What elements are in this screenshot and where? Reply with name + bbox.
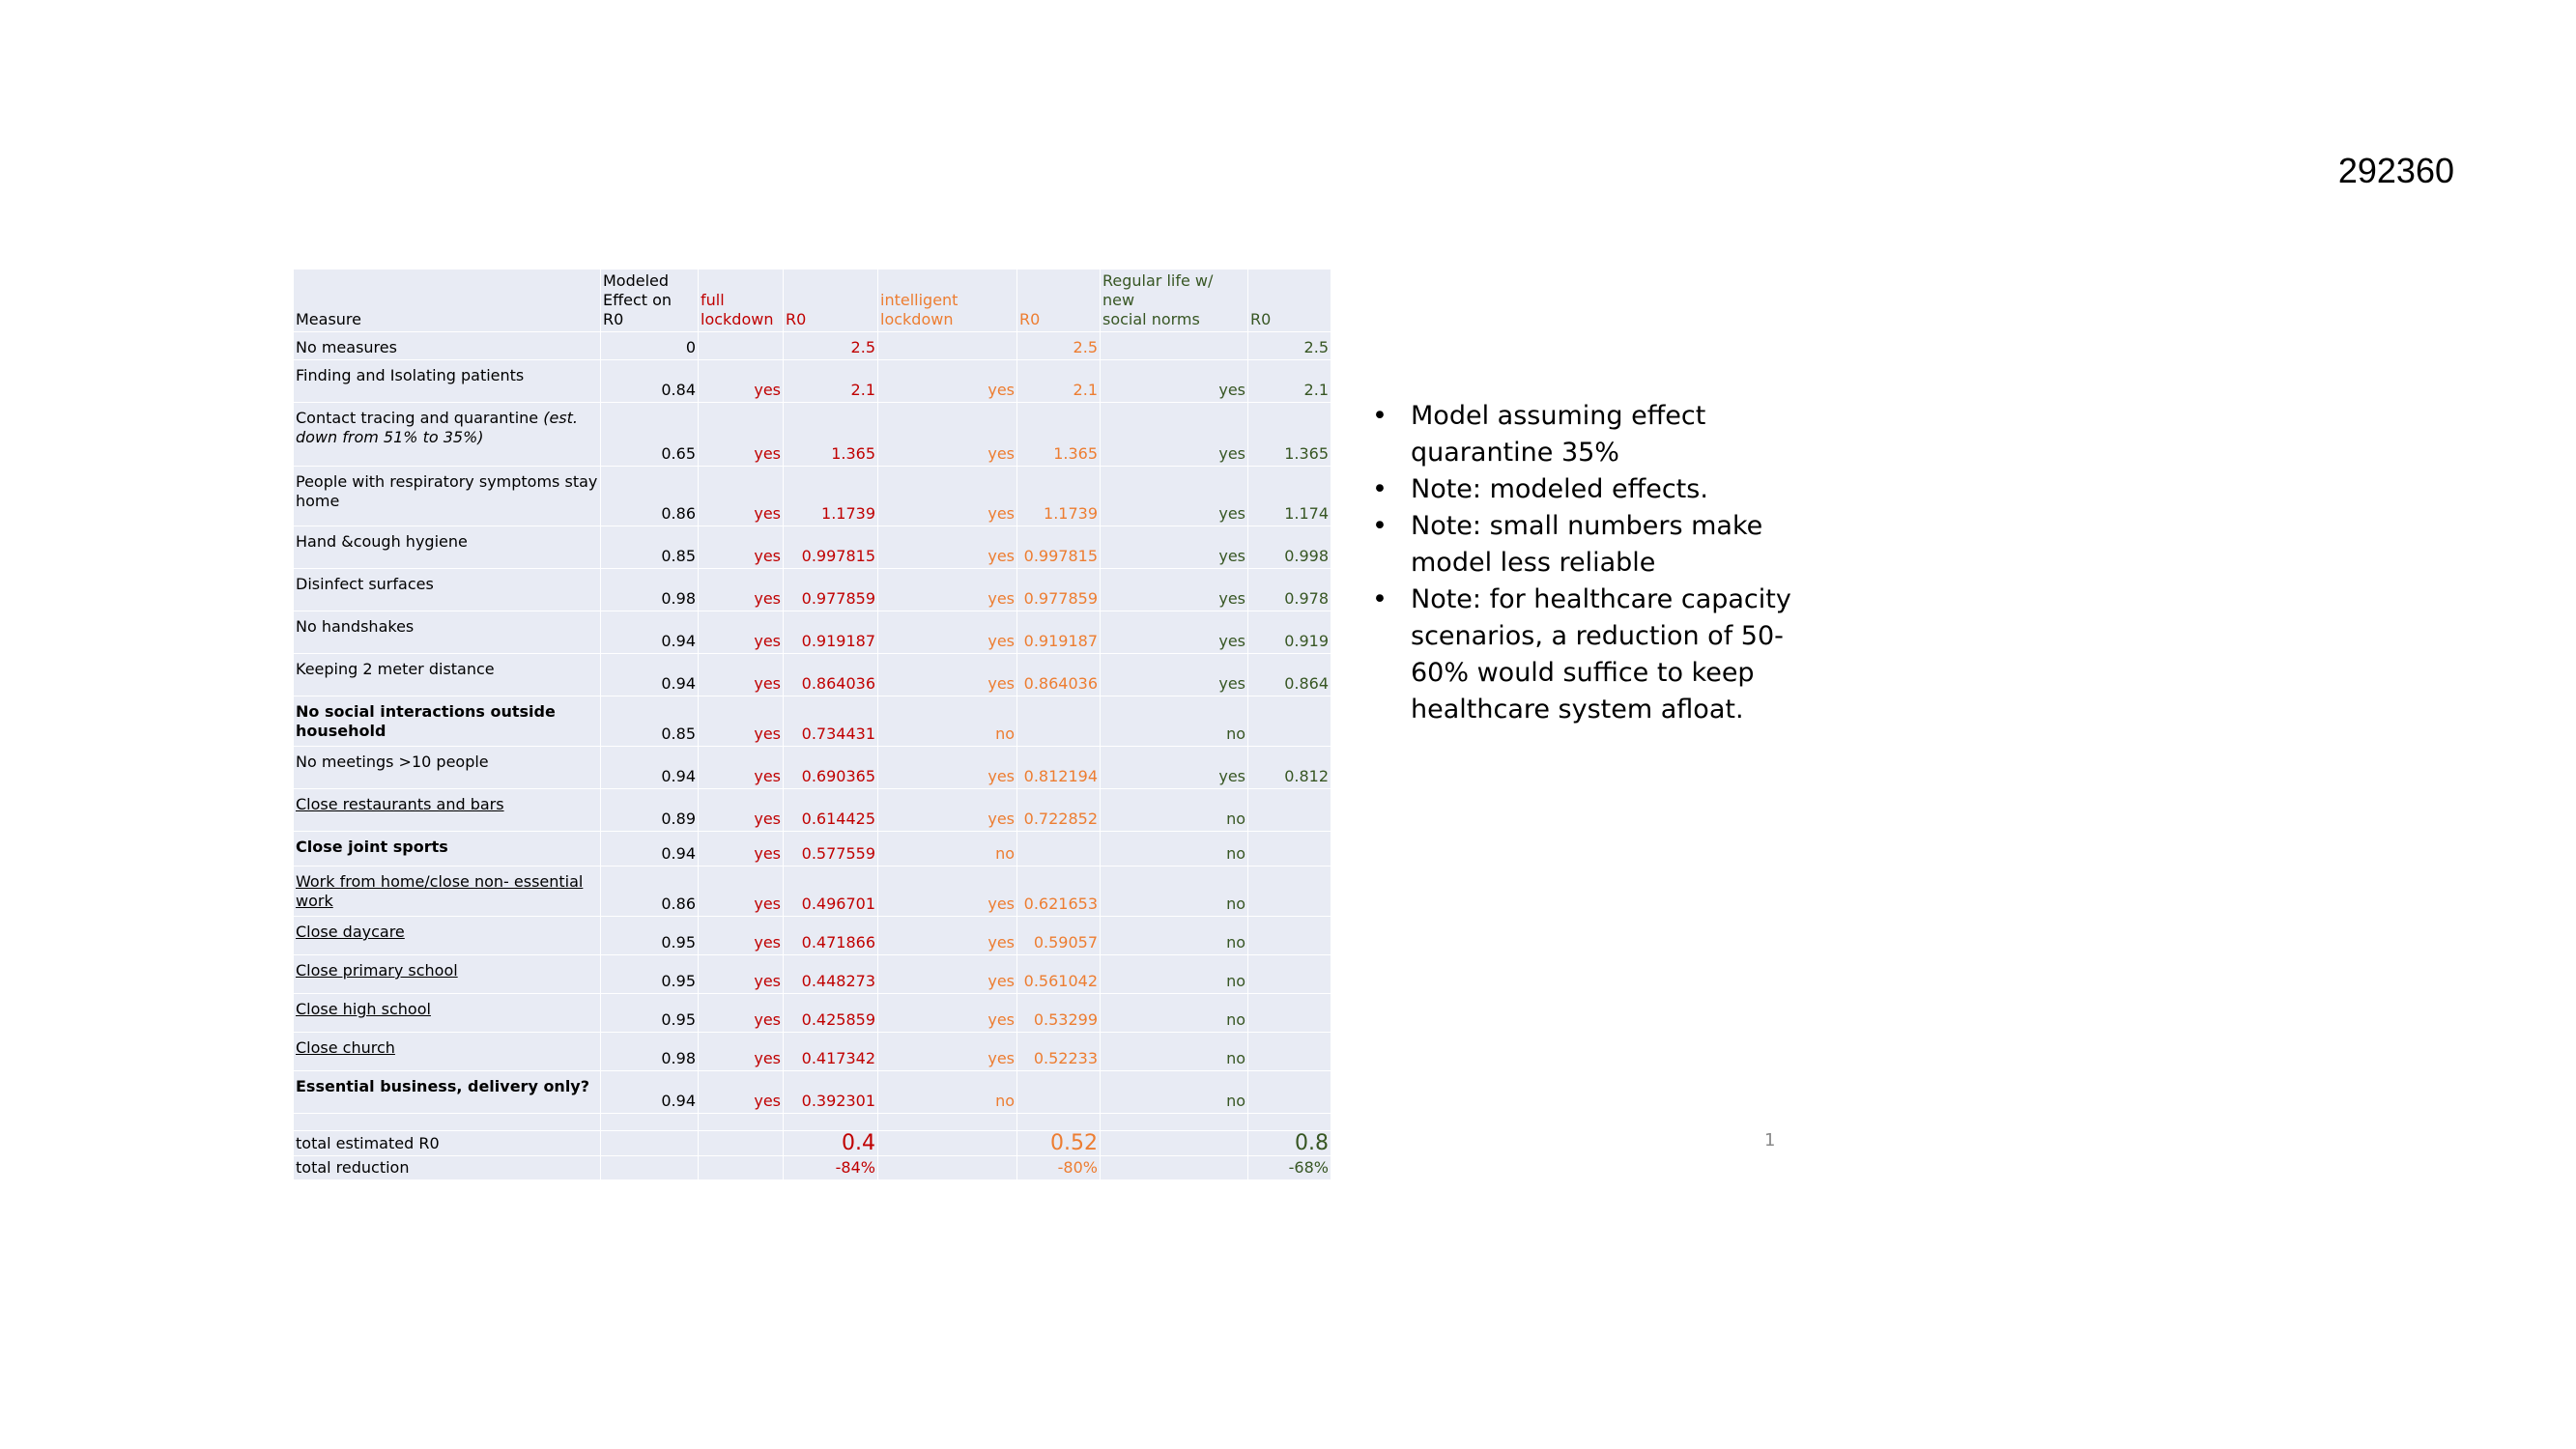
- r0-measures-table: [293, 269, 1331, 1180]
- intelligent-lockdown-cell: yes: [878, 917, 1017, 955]
- full-lockdown-cell: yes: [699, 403, 784, 467]
- regular-life-cell: no: [1101, 1033, 1248, 1071]
- full-r0-cell: 0.919187: [784, 611, 878, 654]
- effect-cell: 0.95: [601, 994, 699, 1033]
- measure-label: Close joint sports: [296, 838, 448, 856]
- table-row: [294, 832, 1331, 867]
- regular-r0-cell: 2.5: [1248, 332, 1331, 360]
- header-full-lockdown: [699, 270, 784, 332]
- header-full-line1: full: [701, 291, 725, 309]
- full-r0-cell: 0.392301: [784, 1071, 878, 1114]
- measure-label: Finding and Isolating patients: [296, 366, 525, 384]
- effect-cell: 0.84: [601, 360, 699, 403]
- empty-cell: [699, 1156, 784, 1180]
- regular-r0-cell: [1248, 867, 1331, 917]
- table-row: [294, 332, 1331, 360]
- table-row: [294, 955, 1331, 994]
- regular-life-cell: yes: [1101, 747, 1248, 789]
- table-row: [294, 994, 1331, 1033]
- empty-cell: [1101, 1131, 1248, 1156]
- measure-label: Contact tracing and quarantine: [296, 409, 544, 427]
- full-lockdown-cell: yes: [699, 955, 784, 994]
- measure-label: No social interactions outside household: [296, 702, 556, 740]
- measure-label: Work from home/close non- essential work: [296, 872, 584, 910]
- table-row: [294, 403, 1331, 467]
- regular-life-cell: yes: [1101, 611, 1248, 654]
- effect-cell: 0.89: [601, 789, 699, 832]
- header-reg-line2: social norms: [1102, 310, 1200, 328]
- regular-r0-cell: [1248, 832, 1331, 867]
- full-lockdown-cell: yes: [699, 1071, 784, 1114]
- measure-cell: [294, 1071, 601, 1114]
- total-reduction-row: [294, 1156, 1331, 1180]
- total-reduction-regular: -68%: [1248, 1156, 1331, 1180]
- full-r0-cell: 0.577559: [784, 832, 878, 867]
- measure-cell: [294, 467, 601, 526]
- full-r0-cell: 0.690365: [784, 747, 878, 789]
- intelligent-lockdown-cell: no: [878, 832, 1017, 867]
- empty-cell: [601, 1114, 699, 1131]
- intelligent-lockdown-cell: yes: [878, 360, 1017, 403]
- intelligent-r0-cell: 0.53299: [1017, 994, 1101, 1033]
- full-r0-cell: 0.471866: [784, 917, 878, 955]
- full-r0-cell: 0.417342: [784, 1033, 878, 1071]
- regular-r0-cell: [1248, 1071, 1331, 1114]
- intelligent-lockdown-cell: yes: [878, 867, 1017, 917]
- regular-r0-cell: [1248, 994, 1331, 1033]
- full-r0-cell: 0.496701: [784, 867, 878, 917]
- measure-label: No handshakes: [296, 617, 415, 636]
- header-effect: [601, 270, 699, 332]
- full-lockdown-cell: yes: [699, 832, 784, 867]
- empty-cell: [699, 1114, 784, 1131]
- intelligent-r0-cell: 1.365: [1017, 403, 1101, 467]
- full-lockdown-cell: yes: [699, 789, 784, 832]
- regular-r0-cell: 0.978: [1248, 569, 1331, 611]
- regular-life-cell: yes: [1101, 654, 1248, 696]
- intelligent-r0-cell: [1017, 696, 1101, 747]
- table-row: [294, 569, 1331, 611]
- effect-cell: 0.98: [601, 1033, 699, 1071]
- header-reg-line1: Regular life w/ new: [1102, 271, 1214, 309]
- effect-cell: 0.94: [601, 747, 699, 789]
- measure-label: Close restaurants and bars: [296, 795, 504, 813]
- regular-r0-cell: 1.365: [1248, 403, 1331, 467]
- intelligent-r0-cell: 0.59057: [1017, 917, 1101, 955]
- header-int-line2: lockdown: [880, 310, 954, 328]
- total-r0-full: 0.4: [784, 1131, 878, 1156]
- full-lockdown-cell: yes: [699, 867, 784, 917]
- intelligent-lockdown-cell: yes: [878, 526, 1017, 569]
- header-intelligent-lockdown: [878, 270, 1017, 332]
- table-header-row: [294, 270, 1331, 332]
- measure-label: Close daycare: [296, 923, 405, 941]
- intelligent-lockdown-cell: [878, 332, 1017, 360]
- measure-cell: [294, 611, 601, 654]
- full-r0-cell: 0.448273: [784, 955, 878, 994]
- measure-label: No measures: [296, 338, 397, 356]
- full-r0-cell: 0.864036: [784, 654, 878, 696]
- measure-cell: [294, 403, 601, 467]
- total-r0-label: total estimated R0: [294, 1131, 601, 1156]
- full-r0-cell: 2.1: [784, 360, 878, 403]
- empty-cell: [1017, 1114, 1101, 1131]
- bullet-item: • Note: for healthcare capacity scenarios, a reduction of 50-60% would suffice to keep healthcare system afloat.: [1372, 582, 1817, 728]
- intelligent-r0-cell: 0.621653: [1017, 867, 1101, 917]
- full-lockdown-cell: yes: [699, 526, 784, 569]
- intelligent-r0-cell: 0.919187: [1017, 611, 1101, 654]
- table-row: [294, 789, 1331, 832]
- intelligent-r0-cell: [1017, 1071, 1101, 1114]
- full-r0-cell: 0.977859: [784, 569, 878, 611]
- intelligent-lockdown-cell: yes: [878, 994, 1017, 1033]
- regular-life-cell: no: [1101, 955, 1248, 994]
- header-measure: Measure: [294, 270, 601, 332]
- effect-cell: 0.95: [601, 917, 699, 955]
- empty-cell: [878, 1114, 1017, 1131]
- regular-r0-cell: 0.998: [1248, 526, 1331, 569]
- measure-label: Close primary school: [296, 961, 458, 980]
- regular-life-cell: no: [1101, 867, 1248, 917]
- table-row: [294, 1071, 1331, 1114]
- measure-cell: [294, 994, 601, 1033]
- regular-r0-cell: 2.1: [1248, 360, 1331, 403]
- spacer-row: [294, 1114, 1331, 1131]
- table-row: [294, 654, 1331, 696]
- measure-cell: [294, 360, 601, 403]
- header-full-line2: lockdown: [701, 310, 774, 328]
- full-lockdown-cell: [699, 332, 784, 360]
- measure-cell: [294, 696, 601, 747]
- intelligent-lockdown-cell: yes: [878, 789, 1017, 832]
- empty-cell: [1101, 1156, 1248, 1180]
- table-row: [294, 747, 1331, 789]
- full-lockdown-cell: yes: [699, 696, 784, 747]
- regular-life-cell: yes: [1101, 526, 1248, 569]
- effect-cell: 0.94: [601, 654, 699, 696]
- measure-note: (est. down from 51% to 35%): [296, 409, 578, 446]
- measure-cell: [294, 332, 601, 360]
- bullet-item: • Model assuming effect quarantine 35%: [1372, 398, 1817, 471]
- empty-cell: [601, 1156, 699, 1180]
- regular-life-cell: no: [1101, 832, 1248, 867]
- measure-cell: [294, 955, 601, 994]
- header-effect-line2: Effect on R0: [603, 291, 673, 328]
- regular-life-cell: no: [1101, 789, 1248, 832]
- full-r0-cell: 2.5: [784, 332, 878, 360]
- full-r0-cell: 0.734431: [784, 696, 878, 747]
- full-r0-cell: 0.997815: [784, 526, 878, 569]
- table-body: [294, 270, 1331, 1180]
- empty-cell: [1248, 1114, 1331, 1131]
- regular-r0-cell: [1248, 955, 1331, 994]
- intelligent-r0-cell: 2.5: [1017, 332, 1101, 360]
- full-r0-cell: 1.365: [784, 403, 878, 467]
- full-lockdown-cell: yes: [699, 1033, 784, 1071]
- regular-life-cell: yes: [1101, 569, 1248, 611]
- intelligent-lockdown-cell: yes: [878, 1033, 1017, 1071]
- empty-cell: [699, 1131, 784, 1156]
- table-row: [294, 867, 1331, 917]
- effect-cell: 0.65: [601, 403, 699, 467]
- effect-cell: 0.86: [601, 467, 699, 526]
- full-lockdown-cell: yes: [699, 611, 784, 654]
- intelligent-r0-cell: 0.997815: [1017, 526, 1101, 569]
- effect-cell: 0.94: [601, 1071, 699, 1114]
- intelligent-lockdown-cell: yes: [878, 955, 1017, 994]
- full-r0-cell: 1.1739: [784, 467, 878, 526]
- intelligent-r0-cell: 0.52233: [1017, 1033, 1101, 1071]
- header-effect-line1: Modeled: [603, 271, 670, 290]
- intelligent-r0-cell: [1017, 832, 1101, 867]
- intelligent-r0-cell: 1.1739: [1017, 467, 1101, 526]
- header-int-line1: intelligent: [880, 291, 959, 309]
- intelligent-lockdown-cell: yes: [878, 467, 1017, 526]
- header-regular-life: [1101, 270, 1248, 332]
- measure-cell: [294, 654, 601, 696]
- measure-label: Disinfect surfaces: [296, 575, 434, 593]
- measure-cell: [294, 867, 601, 917]
- regular-r0-cell: [1248, 696, 1331, 747]
- measure-label: Essential business, delivery only?: [296, 1077, 590, 1095]
- regular-life-cell: no: [1101, 917, 1248, 955]
- table-row: [294, 360, 1331, 403]
- full-lockdown-cell: yes: [699, 917, 784, 955]
- intelligent-lockdown-cell: yes: [878, 611, 1017, 654]
- measure-label: No meetings >10 people: [296, 753, 489, 771]
- measure-label: Hand &cough hygiene: [296, 532, 468, 551]
- regular-r0-cell: [1248, 917, 1331, 955]
- table-row: [294, 467, 1331, 526]
- intelligent-lockdown-cell: yes: [878, 747, 1017, 789]
- effect-cell: 0.94: [601, 832, 699, 867]
- measure-label: Keeping 2 meter distance: [296, 660, 495, 678]
- measure-cell: [294, 1033, 601, 1071]
- total-r0-regular: 0.8: [1248, 1131, 1331, 1156]
- regular-r0-cell: [1248, 1033, 1331, 1071]
- full-lockdown-cell: yes: [699, 569, 784, 611]
- regular-life-cell: yes: [1101, 360, 1248, 403]
- regular-r0-cell: 1.174: [1248, 467, 1331, 526]
- regular-r0-cell: [1248, 789, 1331, 832]
- total-reduction-intelligent: -80%: [1017, 1156, 1101, 1180]
- total-r0-intelligent: 0.52: [1017, 1131, 1101, 1156]
- effect-cell: 0.85: [601, 526, 699, 569]
- intelligent-r0-cell: 2.1: [1017, 360, 1101, 403]
- effect-cell: 0.98: [601, 569, 699, 611]
- empty-cell: [601, 1131, 699, 1156]
- total-r0-row: [294, 1131, 1331, 1156]
- empty-cell: [784, 1114, 878, 1131]
- notes-bullet-list: [1372, 398, 1817, 728]
- measure-label: Close high school: [296, 1000, 431, 1018]
- table-row: [294, 917, 1331, 955]
- table-row: [294, 1033, 1331, 1071]
- bullet-item: • Note: small numbers make model less reliable: [1372, 508, 1817, 582]
- intelligent-lockdown-cell: yes: [878, 569, 1017, 611]
- measure-label: People with respiratory symptoms stay home: [296, 472, 598, 510]
- measure-cell: [294, 526, 601, 569]
- page-number: 1: [1764, 1130, 1776, 1151]
- measure-label: Close church: [296, 1038, 395, 1057]
- total-reduction-label: total reduction: [294, 1156, 601, 1180]
- intelligent-r0-cell: 0.812194: [1017, 747, 1101, 789]
- effect-cell: 0.86: [601, 867, 699, 917]
- measure-cell: [294, 789, 601, 832]
- effect-cell: 0.94: [601, 611, 699, 654]
- regular-life-cell: yes: [1101, 403, 1248, 467]
- intelligent-r0-cell: 0.977859: [1017, 569, 1101, 611]
- full-r0-cell: 0.614425: [784, 789, 878, 832]
- full-r0-cell: 0.425859: [784, 994, 878, 1033]
- full-lockdown-cell: yes: [699, 994, 784, 1033]
- intelligent-lockdown-cell: no: [878, 696, 1017, 747]
- regular-r0-cell: 0.812: [1248, 747, 1331, 789]
- full-lockdown-cell: yes: [699, 654, 784, 696]
- document-id: 292360: [2337, 151, 2454, 190]
- empty-cell: [878, 1131, 1017, 1156]
- regular-life-cell: no: [1101, 994, 1248, 1033]
- intelligent-r0-cell: 0.722852: [1017, 789, 1101, 832]
- measure-cell: [294, 747, 601, 789]
- effect-cell: 0: [601, 332, 699, 360]
- regular-r0-cell: 0.919: [1248, 611, 1331, 654]
- intelligent-lockdown-cell: yes: [878, 403, 1017, 467]
- effect-cell: 0.95: [601, 955, 699, 994]
- full-lockdown-cell: yes: [699, 467, 784, 526]
- header-full-r0: R0: [784, 270, 878, 332]
- table-row: [294, 696, 1331, 747]
- regular-life-cell: no: [1101, 696, 1248, 747]
- regular-life-cell: [1101, 332, 1248, 360]
- regular-r0-cell: 0.864: [1248, 654, 1331, 696]
- table-row: [294, 526, 1331, 569]
- intelligent-lockdown-cell: yes: [878, 654, 1017, 696]
- empty-cell: [878, 1156, 1017, 1180]
- empty-cell: [1101, 1114, 1248, 1131]
- intelligent-lockdown-cell: no: [878, 1071, 1017, 1114]
- full-lockdown-cell: yes: [699, 747, 784, 789]
- measure-cell: [294, 569, 601, 611]
- effect-cell: 0.85: [601, 696, 699, 747]
- header-reg-r0: R0: [1248, 270, 1331, 332]
- intelligent-r0-cell: 0.864036: [1017, 654, 1101, 696]
- bullet-item: • Note: modeled effects.: [1372, 471, 1817, 508]
- header-int-r0: R0: [1017, 270, 1101, 332]
- table-row: [294, 611, 1331, 654]
- measure-cell: [294, 917, 601, 955]
- measure-cell: [294, 832, 601, 867]
- empty-cell: [294, 1114, 601, 1131]
- full-lockdown-cell: yes: [699, 360, 784, 403]
- regular-life-cell: yes: [1101, 467, 1248, 526]
- regular-life-cell: no: [1101, 1071, 1248, 1114]
- total-reduction-full: -84%: [784, 1156, 878, 1180]
- intelligent-r0-cell: 0.561042: [1017, 955, 1101, 994]
